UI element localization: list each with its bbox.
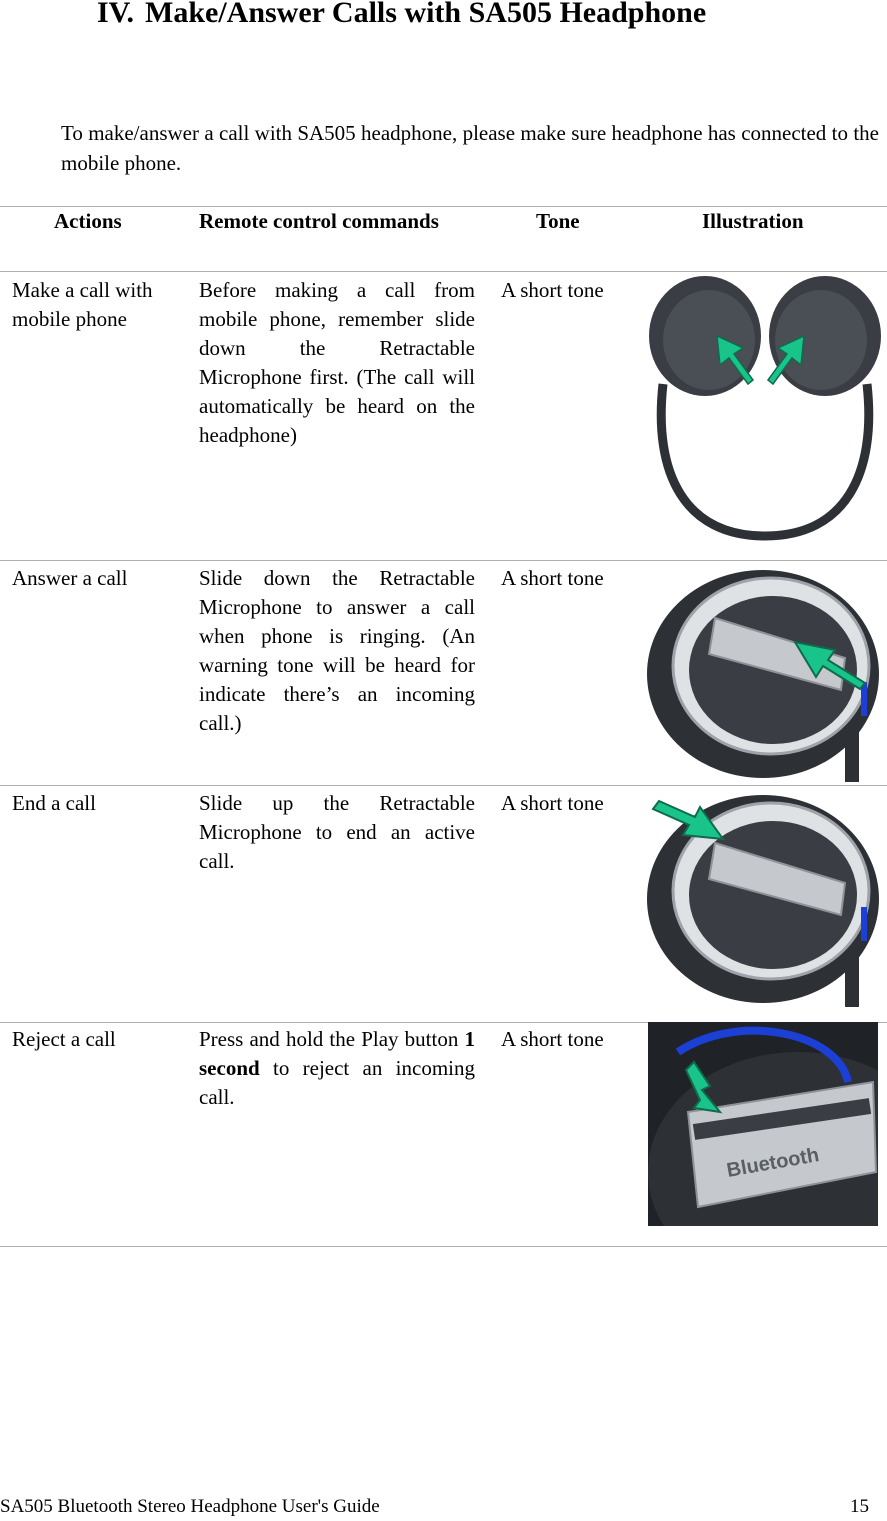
header-actions: Actions: [54, 209, 122, 233]
emphasis-duration: 1 second: [199, 1027, 475, 1080]
intro-paragraph: To make/answer a call with SA505 headphone, please make sure headphone has connected to the mobile phone.: [61, 121, 879, 175]
table-row-rule: [0, 785, 887, 786]
section-title-text: Make/Answer Calls with SA505 Headphone: [145, 0, 707, 29]
headphone-top-view-illustration: [645, 274, 885, 544]
row-tone: A short tone: [501, 1027, 604, 1051]
row-action: Make a call with mobile phone: [12, 278, 153, 331]
row-action: End a call: [12, 791, 96, 815]
earcup-slide-down-illustration: [645, 562, 885, 784]
row-tone: A short tone: [501, 278, 604, 302]
row-action: Reject a call: [12, 1027, 116, 1051]
row-command: Press and hold the Play button 1 second to reject an incoming call.: [199, 1027, 476, 1109]
table-bottom-rule: [0, 1246, 887, 1247]
header-illustration: Illustration: [702, 209, 804, 233]
row-tone: A short tone: [501, 566, 604, 590]
footer-page-number: 15: [850, 1496, 869, 1517]
earcup-play-button-illustration: [648, 1022, 878, 1226]
row-command: Slide up the Retractable Microphone to end an active call.: [199, 791, 475, 873]
header-tone: Tone: [536, 209, 580, 233]
table-header-rule: [0, 271, 887, 272]
row-action: Answer a call: [12, 566, 128, 590]
brand-label: Bluetooth: [725, 1144, 821, 1182]
header-remote-commands: Remote control commands: [199, 209, 439, 233]
footer-guide-title: SA505 Bluetooth Stereo Headphone User's Guide: [0, 1496, 380, 1517]
section-number: IV.: [97, 0, 134, 29]
section-title: [97, 0, 706, 30]
earcup-slide-up-illustration: [645, 787, 885, 1009]
row-tone: A short tone: [501, 791, 604, 815]
row-command: Before making a call from mobile phone, remember slide down the Retractable Microphone first. (The call will automatically be heard on the headphone): [199, 278, 475, 447]
row-command: Slide down the Retractable Microphone to answer a call when phone is ringing. (An warning tone will be heard for indicate there’s an incoming call.): [199, 566, 475, 735]
table-row-rule: [0, 560, 887, 561]
